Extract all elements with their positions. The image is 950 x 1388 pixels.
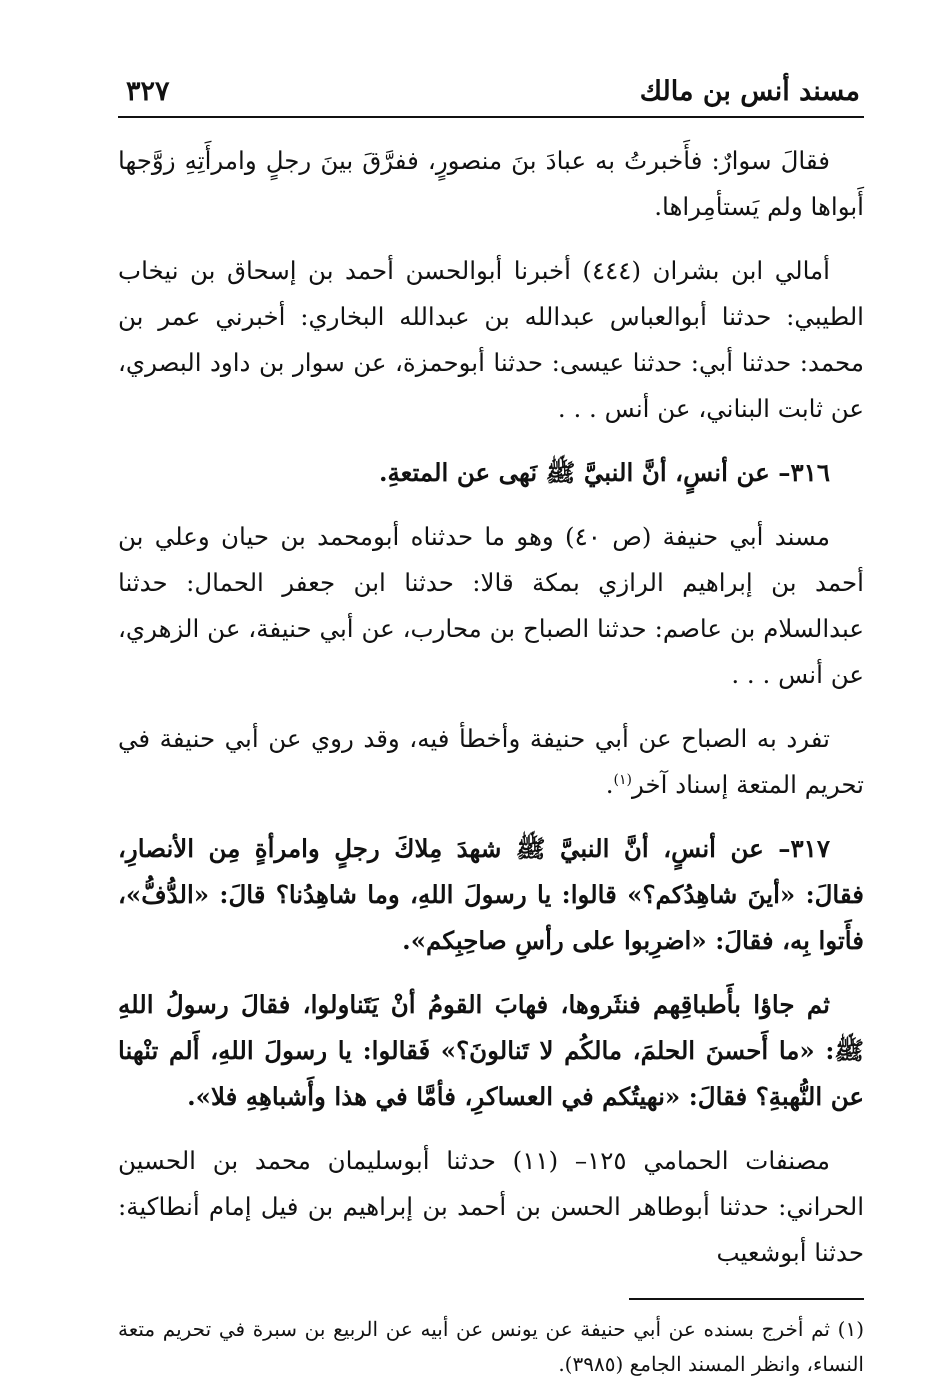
paragraph-hadith-316: ٣١٦– عن أنسٍ، أنَّ النبيَّ ﷺ نَهى عن المتعةِ. xyxy=(379,458,830,487)
footnote: (١) ثم أخرج بسنده عن أبي حنيفة عن يونس عن أبيه عن الربيع بن سبرة في تحريم متعة النساء، وانظر المسند الجامع (٣٩٨٥). xyxy=(118,1317,864,1376)
footnote-reference: (١) xyxy=(613,771,632,788)
book-page xyxy=(118,70,864,1382)
paragraph-hadith-317-cont: ثم جاؤا بأَطباقِهم فنثَروها، فهابَ القومُ أنْ يَتَناولوا، فقالَ رسولُ اللهِ ﷺ: «ما أَحسنَ الحلمَ، مالكُم لا تَنالونَ؟» فَقالوا: يا رسولَ اللهِ، أَلم تنْهنا عن النُّهبةِ؟ فقالَ: «نهيتُكم في العساكرِ، فأمَّا في هذا وأَشباهِهِ فلا». xyxy=(118,990,864,1111)
running-title: مسند أنس بن مالك xyxy=(639,76,860,107)
commentary-end: . xyxy=(605,770,614,799)
main-text xyxy=(118,138,864,1276)
paragraph-hadith-317: ٣١٧– عن أنسٍ، أنَّ النبيَّ ﷺ شهدَ مِلاكَ رجلٍ وامرأةٍ مِن الأنصارِ، فقالَ: «أينَ شاهِدُكم؟» قالوا: يا رسولَ اللهِ، وما شاهِدُنا؟ قالَ: «الدُّفُّ»، فأَتوا بِه، فقالَ: «اضرِبوا على رأسِ صاحِبِكم». xyxy=(118,834,864,955)
commentary-text: تفرد به الصباح عن أبي حنيفة وأخطأ فيه، وقد روي عن أبي حنيفة في تحريم المتعة إسناد آخر xyxy=(118,724,864,799)
footnote-divider xyxy=(629,1298,864,1300)
paragraph-commentary xyxy=(118,716,864,808)
page-number: ٣٢٧ xyxy=(126,76,170,107)
paragraph-source-bishran: أمالي ابن بشران (٤٤٤) أخبرنا أبوالحسن أحمد بن إسحاق بن نيخاب الطيبي: حدثنا أبوالعباس عبدالله بن عبدالله البخاري: أخبرني عمر بن محمد: حدثنا أبي: حدثنا عيسى: حدثنا أبوحمزة، عن سوار بن داود البصري، عن ثابت البناني، عن أنس . . . xyxy=(118,256,864,423)
paragraph-source-hamami: مصنفات الحمامي ١٢٥– (١١) حدثنا أبوسليمان محمد بن الحسين الحراني: حدثنا أبوطاهر الحسن بن أحمد بن إبراهيم بن فيل إمام أنطاكية: حدثنا أبوشعيب xyxy=(118,1146,864,1267)
running-header xyxy=(118,70,864,118)
paragraph-hadith-315-end: فقالَ سوارٌ: فأَخبرتُ به عبادَ بنَ منصورٍ، ففرَّقَ بينَ رجلٍ وامرأَتِهِ زوَّجها أَبواها ولم يَستأمِراها. xyxy=(118,146,864,221)
paragraph-source-abu-hanifa: مسند أبي حنيفة (ص ٤٠) وهو ما حدثناه أبومحمد بن حيان وعلي بن أحمد بن إبراهيم الرازي بمكة قالا: حدثنا ابن جعفر الحمال: حدثنا عبدالسلام بن عاصم: حدثنا الصباح بن محارب، عن أبي حنيفة، عن الزهري، عن أنس . . . xyxy=(118,522,864,689)
